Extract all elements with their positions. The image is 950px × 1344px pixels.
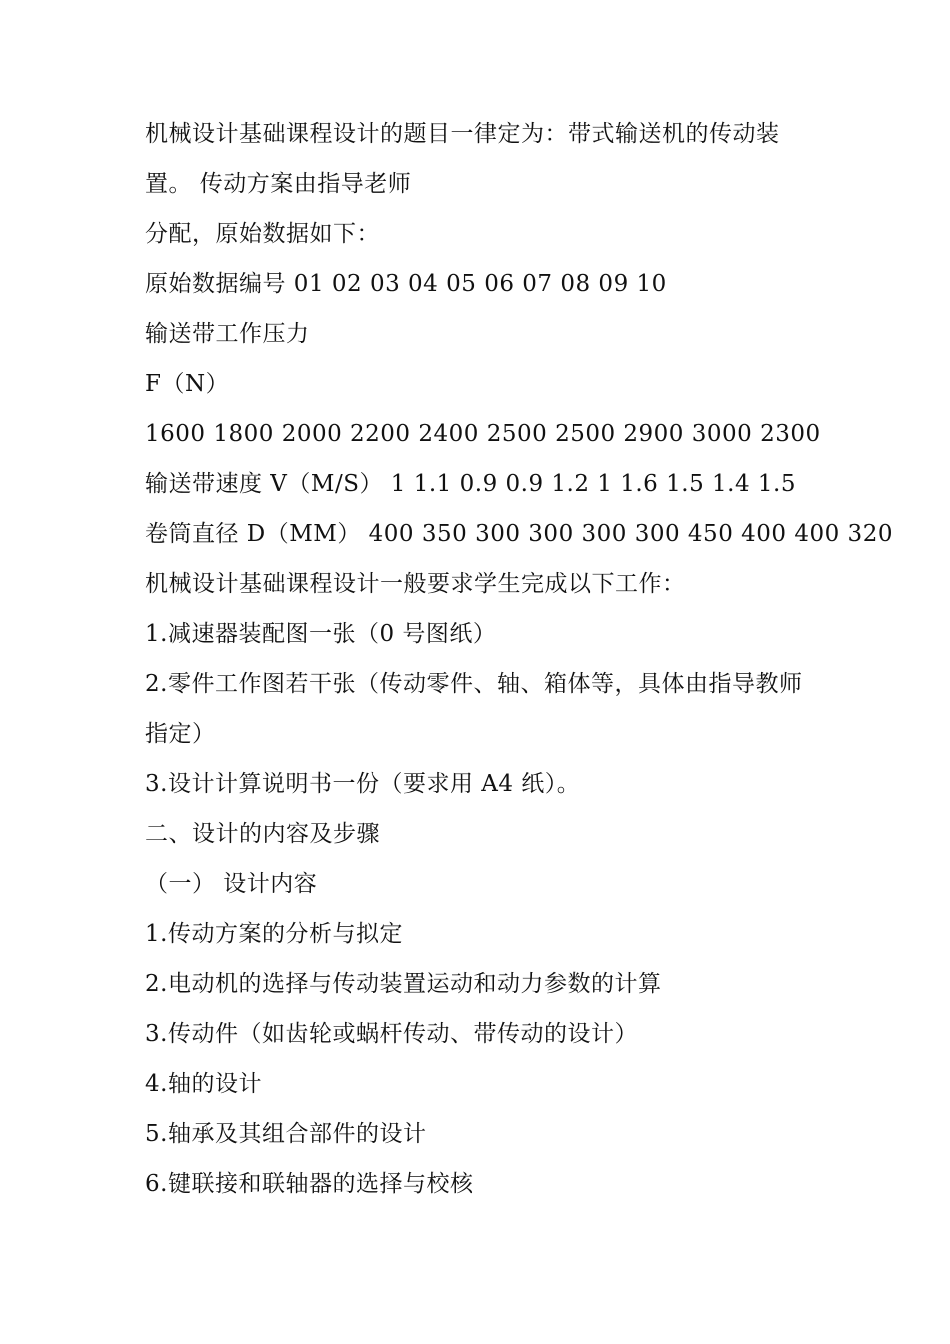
- list-item: 2.电动机的选择与传动装置运动和动力参数的计算: [145, 971, 662, 997]
- text-line: F（N）: [145, 371, 230, 397]
- text-line: 分配，原始数据如下：: [145, 221, 380, 247]
- subsection-heading: （一） 设计内容: [145, 871, 318, 897]
- text-line: 输送带工作压力: [145, 321, 310, 347]
- list-item: 3.传动件（如齿轮或蜗杆传动、带传动的设计）: [145, 1021, 638, 1047]
- text-line: 指定）: [145, 721, 216, 747]
- list-item: 6.键联接和联轴器的选择与校核: [145, 1171, 474, 1197]
- text-line: 2.零件工作图若干张（传动零件、轴、箱体等，具体由指导教师: [145, 671, 803, 697]
- text-line: 卷筒直径 D（MM） 400 350 300 300 300 300 450 400 400 320: [145, 521, 893, 547]
- list-item: 5.轴承及其组合部件的设计: [145, 1121, 427, 1147]
- list-item: 4.轴的设计: [145, 1071, 262, 1097]
- section-heading: 二、设计的内容及步骤: [145, 821, 380, 847]
- text-line: 机械设计基础课程设计一般要求学生完成以下工作：: [145, 571, 686, 597]
- text-line: 输送带速度 V（M/S） 1 1.1 0.9 0.9 1.2 1 1.6 1.5 1.4 1.5: [145, 471, 796, 497]
- text-line: 1.减速器装配图一张（0 号图纸）: [145, 621, 497, 647]
- text-line: 置。 传动方案由指导老师: [145, 171, 412, 197]
- text-line: 1600 1800 2000 2200 2400 2500 2500 2900 3000 2300: [145, 421, 821, 447]
- text-line: 3.设计计算说明书一份（要求用 A4 纸）。: [145, 771, 581, 797]
- text-line: 机械设计基础课程设计的题目一律定为：带式输送机的传动装: [145, 121, 780, 147]
- text-line: 原始数据编号 01 02 03 04 05 06 07 08 09 10: [145, 271, 667, 297]
- list-item: 1.传动方案的分析与拟定: [145, 921, 403, 947]
